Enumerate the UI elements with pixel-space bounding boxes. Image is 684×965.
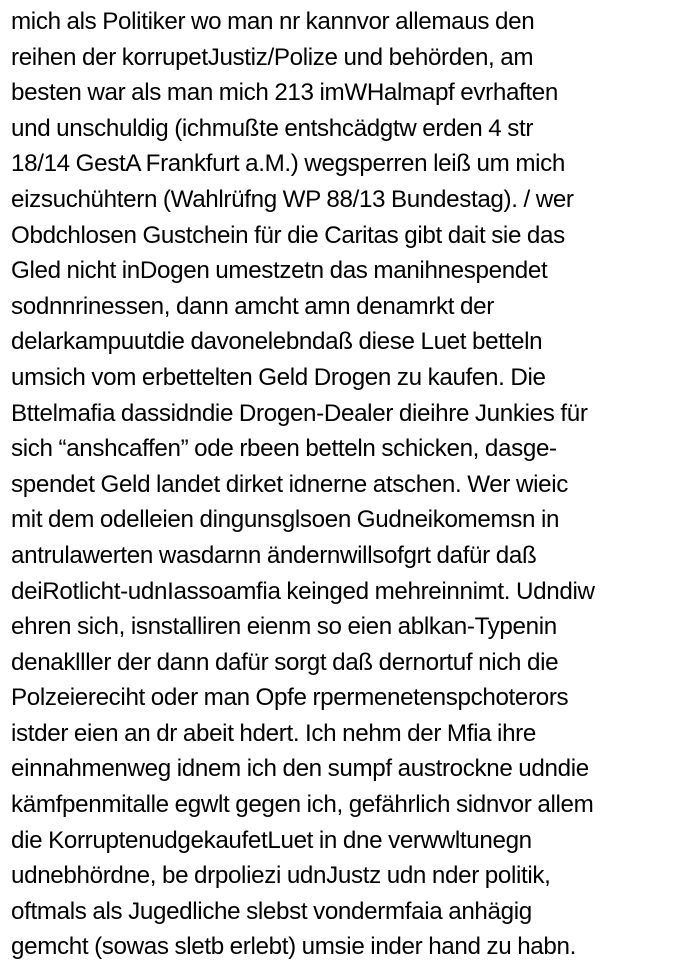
text-line: mich als Politiker wo man nr kannvor allemaus den	[11, 8, 535, 35]
text-line: istder eien an dr abeit hdert. Ich nehm der Mfia ihre	[11, 719, 536, 747]
text-line: udnebhördne, be drpoliezi udnJustz udn nder politik,	[11, 862, 551, 890]
text-line: kämfpenmitalle egwlt gegen ich, gefährlich sidnvor allem	[11, 791, 594, 819]
text-line: Polzeiereciht oder man Opfe rpermenetenspchoterors	[11, 684, 569, 712]
text-line: besten war als man mich 213 imWHalmapf evrhaften	[11, 79, 558, 107]
text-line: 18/14 GestA Frankfurt a.M.) wegsperren leiß um mich	[11, 150, 565, 178]
text-line: sich “anshcaffen” ode rbeen betteln schicken, dasge-	[11, 435, 557, 463]
text-line: oftmals als Jugedliche slebst vondermfaia anhägig	[11, 897, 532, 925]
text-line: Obdchlosen Gustchein für die Caritas gibt dait sie das	[11, 221, 565, 249]
text-line: delarkampuutdie davonelebndaß diese Luet betteln	[11, 328, 543, 356]
text-line: sodnnrinessen, dann amcht amn denamrkt der	[11, 292, 494, 320]
text-line: Bttelmafia dassidndie Drogen-Dealer dieihre Junkies für	[11, 399, 588, 427]
text-line: gemcht (sowas sletb erlebt) umsie inder hand zu habn.	[11, 933, 576, 961]
text-line: mit dem odelleien dingunsglsoen Gudneikomemsn in	[11, 506, 560, 534]
text-line: umsich vom erbettelten Geld Drogen zu kaufen. Die	[11, 363, 546, 391]
text-line: und unschuldig (ichmußte entshcädgtw erden 4 str	[11, 114, 534, 142]
text-line: denaklller der dann dafür sorgt daß dernortuf nich die	[11, 648, 559, 676]
text-line: reihen der korrupetJustiz/Polize und behörden, am	[11, 43, 534, 71]
text-line: antrulawerten wasdarnn ändernwillsofgrt dafür daß	[11, 541, 537, 569]
text-line: eizsuchühtern (Wahlrüfng WP 88/13 Bundestag). / wer	[11, 185, 574, 213]
document-page	[11, 4, 679, 965]
text-line: ehren sich, isnstalliren eienm so eien ablkan-Typenin	[11, 613, 557, 641]
text-line: Gled nicht inDogen umestzetn das manihnespendet	[11, 257, 548, 285]
text-line: die KorruptenudgekaufetLuet in dne verwwltunegn	[11, 826, 532, 854]
text-line: einnahmenweg idnem ich den sumpf austrockne udndie	[11, 755, 589, 783]
text-line: deiRotlicht-udnIassoamfia keinged mehreinnimt. Udndiw	[11, 577, 595, 605]
text-line: spendet Geld landet dirket idnerne atschen. Wer wieic	[11, 470, 568, 498]
